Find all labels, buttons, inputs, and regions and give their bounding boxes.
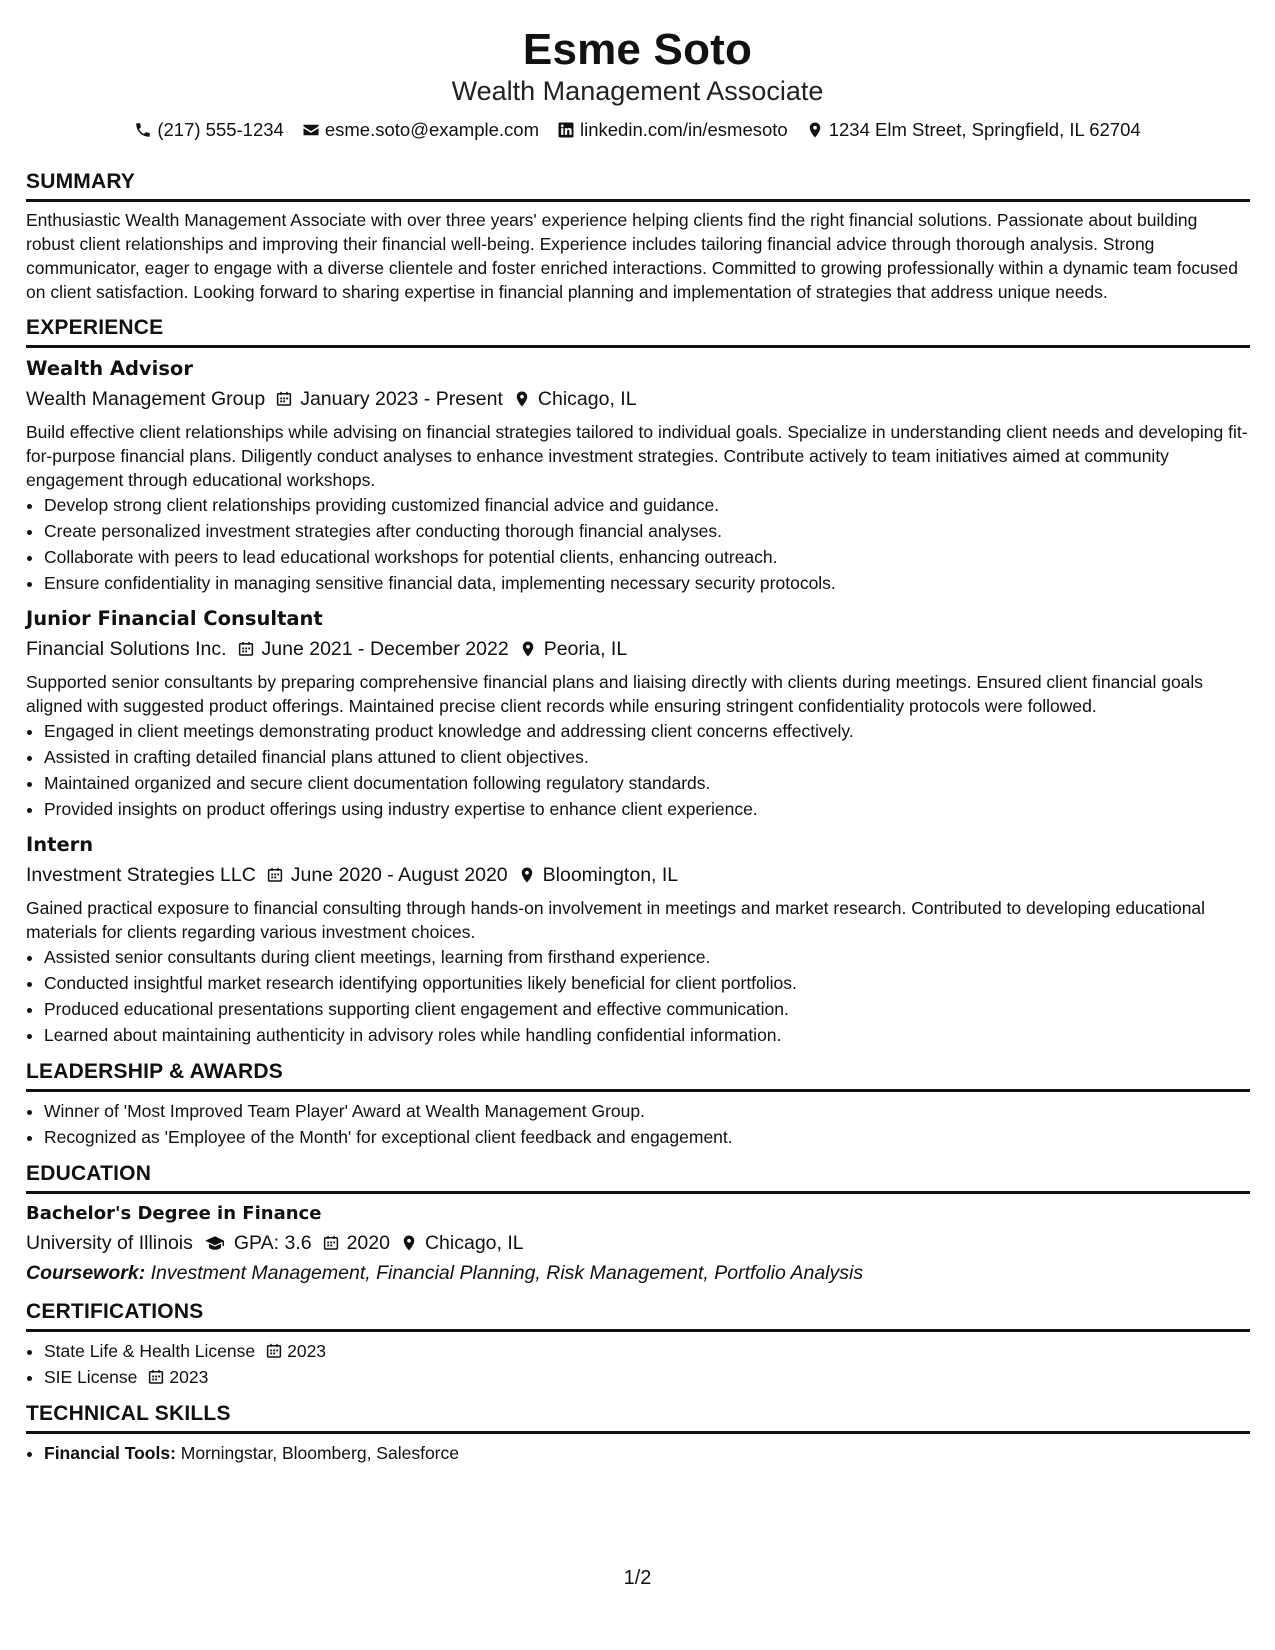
linkedin-icon xyxy=(557,121,575,139)
phone-text: (217) 555-1234 xyxy=(157,119,284,140)
coursework xyxy=(26,1258,1250,1288)
page-number: 1/2 xyxy=(623,1567,652,1589)
list-item: • Winner of 'Most Improved Team Player' Award at Wealth Management Group. xyxy=(44,1098,1250,1124)
job-company: Financial Solutions Inc. xyxy=(26,638,227,660)
skills-list xyxy=(26,1440,1250,1466)
list-item: • Engaged in client meetings demonstrating product knowledge and addressing client concerns effectively. xyxy=(44,718,1250,744)
certification-year-text: 2023 xyxy=(287,1341,327,1361)
email-text: esme.soto@example.com xyxy=(324,119,539,140)
graduation-year-text: 2020 xyxy=(346,1232,390,1254)
job-description: Supported senior consultants by preparing comprehensive financial plans and liaising directly with clients during meetings. Ensured client financial goals aligned with suggested product offerings. Maintained precise client records while ensuring stringent confidentiality protocols were followed. xyxy=(26,672,1204,716)
list-item xyxy=(44,1338,1250,1364)
list-item xyxy=(44,1364,1250,1390)
envelope-icon xyxy=(302,121,320,139)
candidate-title: Wealth Management Associate xyxy=(451,76,824,106)
list-item: • Provided insights on product offerings using industry expertise to enhance client experience. xyxy=(44,796,1250,822)
job-description: Gained practical exposure to financial consulting through hands-on involvement in meetings and market research. Contributed to developing educational materials for clients regarding various investment choices. xyxy=(26,898,1206,942)
job-title: Intern xyxy=(26,833,94,856)
job-location xyxy=(513,384,637,414)
list-item: • Recognized as 'Employee of the Month' for exceptional client feedback and engagement. xyxy=(44,1124,1250,1150)
certification-name: • State Life & Health License xyxy=(44,1341,256,1361)
school-location xyxy=(400,1228,524,1258)
list-item: • Collaborate with peers to lead educational workshops for potential clients, enhancing outreach. xyxy=(44,544,1250,570)
job-location-text: Peoria, IL xyxy=(543,638,628,660)
section-heading: EXPERIENCE xyxy=(26,314,1250,348)
section-heading: LEADERSHIP & AWARDS xyxy=(26,1058,1250,1092)
graduation-cap-icon xyxy=(203,1234,227,1252)
summary-text: Enthusiastic Wealth Management Associate with over three years' experience helping clients find the right financial solutions. Passionate about building robust client relationships and improving their financial well-being. Experience includes tailoring financial advice through thorough analysis. Strong communicator, eager to engage with a diverse clientele and foster enriched interactions. Committed to growing professionally within a dynamic team focused on client satisfaction. Looking forward to sharing expertise in financial planning and implementation of strategies that address unique needs. xyxy=(26,210,1239,302)
list-item xyxy=(44,1440,1250,1466)
skill-label: Financial Tools: xyxy=(44,1443,176,1463)
list-item: • Assisted in crafting detailed financial plans attuned to client objectives. xyxy=(44,744,1250,770)
job-dates xyxy=(237,634,509,664)
certification-year xyxy=(265,1338,326,1364)
contact-address xyxy=(806,118,1141,142)
education-meta xyxy=(26,1228,1250,1258)
job-bullets xyxy=(26,944,1250,1048)
section-heading: SUMMARY xyxy=(26,168,1250,202)
job-entry xyxy=(26,354,1250,596)
certification-name: • SIE License xyxy=(44,1367,138,1387)
job-entry xyxy=(26,830,1250,1048)
map-pin-icon xyxy=(400,1234,418,1252)
job-entry xyxy=(26,604,1250,822)
calendar-icon xyxy=(237,640,255,658)
job-company: Investment Strategies LLC xyxy=(26,864,256,886)
job-location xyxy=(519,634,627,664)
job-dates-text: June 2021 - December 2022 xyxy=(261,638,509,660)
contact-email[interactable] xyxy=(302,118,539,142)
job-location xyxy=(518,860,679,890)
coursework-label: Coursework: xyxy=(26,1262,146,1284)
calendar-icon xyxy=(322,1234,340,1252)
graduation-year xyxy=(322,1228,390,1258)
map-pin-icon xyxy=(806,121,824,139)
skills-section xyxy=(26,1400,1250,1466)
experience-section xyxy=(26,314,1250,1048)
map-pin-icon xyxy=(513,390,531,408)
summary-section xyxy=(26,168,1250,304)
contact-phone[interactable] xyxy=(134,118,284,142)
list-item: • Produced educational presentations supporting client engagement and effective communication. xyxy=(44,996,1250,1022)
phone-icon xyxy=(134,121,152,139)
education-section xyxy=(26,1160,1250,1288)
job-meta xyxy=(26,384,1250,414)
job-dates xyxy=(266,860,508,890)
job-meta xyxy=(26,634,1250,664)
job-company: Wealth Management Group xyxy=(26,388,266,410)
resume-body xyxy=(26,168,1250,1476)
section-heading: CERTIFICATIONS xyxy=(26,1298,1250,1332)
list-item: • Assisted senior consultants during client meetings, learning from firsthand experience. xyxy=(44,944,1250,970)
job-dates-text: January 2023 - Present xyxy=(300,388,503,410)
list-item: • Create personalized investment strategies after conducting thorough financial analyses. xyxy=(44,518,1250,544)
school-location-text: Chicago, IL xyxy=(424,1232,524,1254)
job-bullets xyxy=(26,718,1250,822)
coursework-text: Investment Management, Financial Planning, Risk Management, Portfolio Analysis xyxy=(150,1262,864,1284)
gpa-text: GPA: 3.6 xyxy=(233,1232,312,1254)
school-name: University of Illinois xyxy=(26,1232,193,1254)
job-bullets xyxy=(26,492,1250,596)
job-description: Build effective client relationships while advising on financial strategies tailored to individual goals. Specialize in understanding client needs and developing fit-for-purpose financial plans. Diligently conduct analyses to enhance investment strategies. Contribute actively to team initiatives aimed at community engagement through educational workshops. xyxy=(26,422,1248,490)
list-item: • Maintained organized and secure client documentation following regulatory standards. xyxy=(44,770,1250,796)
certifications-list xyxy=(26,1338,1250,1390)
linkedin-text: linkedin.com/in/esmesoto xyxy=(580,119,788,140)
job-title: Junior Financial Consultant xyxy=(26,607,323,630)
job-title: Wealth Advisor xyxy=(26,357,193,380)
address-text: 1234 Elm Street, Springfield, IL 62704 xyxy=(828,119,1141,140)
list-item: • Conducted insightful market research identifying opportunities likely beneficial for client portfolios. xyxy=(44,970,1250,996)
contact-bar xyxy=(0,118,1275,142)
certifications-section xyxy=(26,1298,1250,1390)
list-item: • Ensure confidentiality in managing sensitive financial data, implementing necessary security protocols. xyxy=(44,570,1250,596)
skill-value: Morningstar, Bloomberg, Salesforce xyxy=(180,1443,459,1463)
leadership-list xyxy=(26,1098,1250,1150)
calendar-icon xyxy=(147,1368,165,1386)
contact-linkedin[interactable] xyxy=(557,118,788,142)
list-item: • Develop strong client relationships providing customized financial advice and guidance. xyxy=(44,492,1250,518)
job-location-text: Bloomington, IL xyxy=(542,864,679,886)
certification-year-text: 2023 xyxy=(169,1367,209,1387)
calendar-icon xyxy=(275,390,293,408)
leadership-section xyxy=(26,1058,1250,1150)
certification-year xyxy=(147,1364,208,1390)
job-dates-text: June 2020 - August 2020 xyxy=(290,864,508,886)
resume-header xyxy=(0,0,1275,142)
calendar-icon xyxy=(266,866,284,884)
calendar-icon xyxy=(265,1342,283,1360)
candidate-name: Esme Soto xyxy=(522,25,753,74)
map-pin-icon xyxy=(519,640,537,658)
list-item: • Learned about maintaining authenticity in advisory roles while handling confidential information. xyxy=(44,1022,1250,1048)
job-location-text: Chicago, IL xyxy=(537,388,637,410)
job-meta xyxy=(26,860,1250,890)
job-dates xyxy=(275,384,503,414)
gpa xyxy=(203,1228,312,1258)
section-heading: TECHNICAL SKILLS xyxy=(26,1400,1250,1434)
degree-title: Bachelor's Degree in Finance xyxy=(26,1203,322,1224)
map-pin-icon xyxy=(518,866,536,884)
section-heading: EDUCATION xyxy=(26,1160,1250,1194)
